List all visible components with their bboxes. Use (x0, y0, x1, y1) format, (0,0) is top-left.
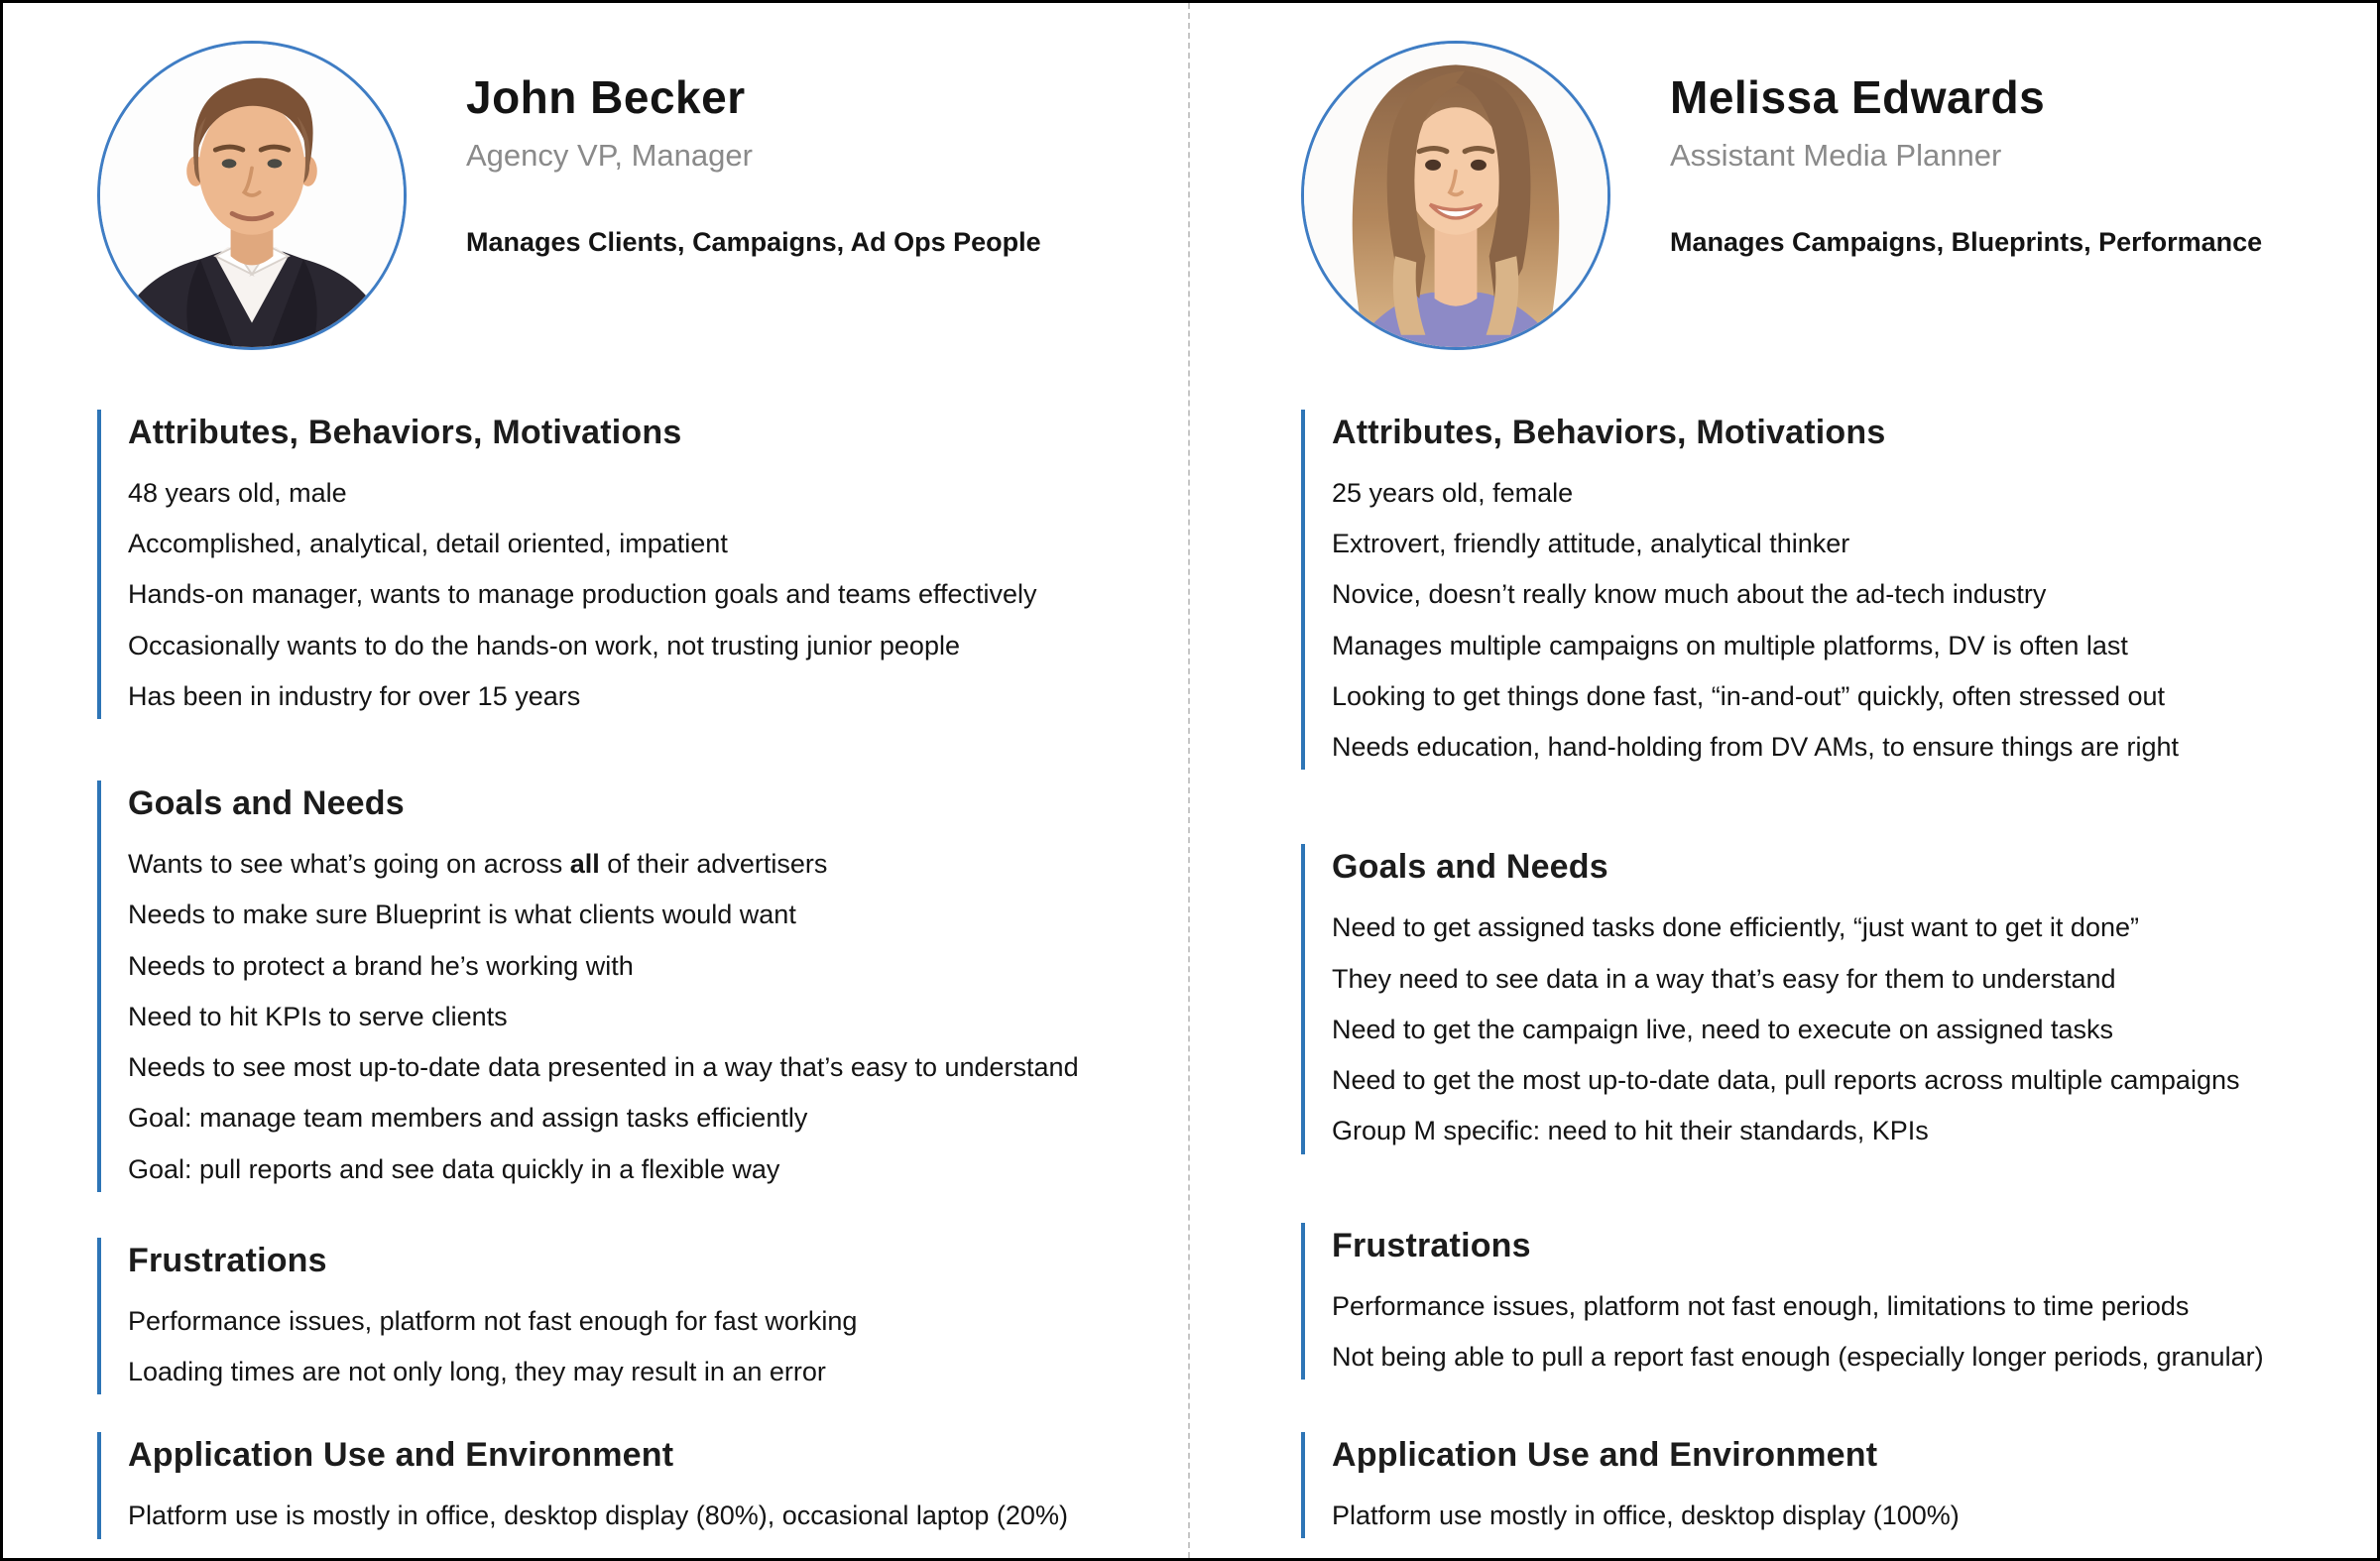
section-heading: Application Use and Environment (128, 1436, 674, 1475)
section-item: Needs to see most up-to-date data presented in a way that’s easy to understand (128, 1052, 1079, 1083)
section-item: Performance issues, platform not fast enough for fast working (128, 1305, 858, 1336)
section-heading: Goals and Needs (128, 784, 405, 823)
section-item: Hands-on manager, wants to manage production goals and teams effectively (128, 579, 1037, 610)
section-item: Not being able to pull a report fast enough (especially longer periods, granular) (1332, 1341, 2264, 1372)
section-item: Goal: pull reports and see data quickly in a flexible way (128, 1153, 780, 1184)
item-text-bold: all (569, 849, 600, 880)
section-item: Need to get the most up-to-date data, pull reports across multiple campaigns (1332, 1065, 2240, 1096)
persona-header (1301, 41, 2359, 350)
section-item: Needs to make sure Blueprint is what clients would want (128, 900, 796, 930)
section-item: Loading times are not only long, they may result in an error (128, 1357, 826, 1387)
section-item: Has been in industry for over 15 years (128, 680, 581, 711)
persona-name: Melissa Edwards (1670, 71, 2046, 123)
section-attributes-behaviors-motivations (1301, 410, 2359, 770)
section-item: Needs education, hand-holding from DV AMs, to ensure things are right (1332, 732, 2179, 763)
item-text: Wants to see what’s going on across (128, 849, 570, 880)
item-text: of their advertisers (599, 849, 828, 880)
section-application-use (1301, 1432, 2359, 1538)
section-goals-and-needs (1301, 844, 2359, 1153)
avatar (1301, 41, 1610, 350)
persona-header-text (1670, 41, 2262, 258)
section-heading: Attributes, Behaviors, Motivations (1332, 414, 1886, 451)
section-heading: Application Use and Environment (1332, 1436, 1878, 1475)
section-heading: Goals and Needs (1332, 848, 1608, 887)
avatar (97, 41, 407, 350)
persona-role: Assistant Media Planner (1670, 138, 2002, 173)
section-item: Goal: manage team members and assign tasks efficiently (128, 1103, 808, 1134)
persona-header-text (466, 41, 1041, 258)
section-item: 25 years old, female (1332, 478, 1574, 508)
persona-card-melissa (1190, 3, 2379, 1558)
section-item: Need to get assigned tasks done efficiently, “just want to get it done” (1332, 912, 2139, 943)
section-heading: Frustrations (1332, 1226, 1531, 1264)
section-item: Group M specific: need to hit their standards, KPIs (1332, 1116, 1929, 1146)
section-heading: Attributes, Behaviors, Motivations (128, 414, 682, 451)
section-item: Novice, doesn’t really know much about the ad-tech industry (1332, 579, 2047, 610)
section-heading: Frustrations (128, 1241, 327, 1279)
man-headshot-photo (100, 44, 404, 347)
section-item: Performance issues, platform not fast enough, limitations to time periods (1332, 1290, 2190, 1321)
section-item: They need to see data in a way that’s easy for them to understand (1332, 963, 2116, 994)
persona-role: Agency VP, Manager (466, 138, 753, 173)
section-item: Platform use is mostly in office, desktop display (80%), occasional laptop (20%) (128, 1501, 1068, 1531)
section-item: Needs to protect a brand he’s working with (128, 950, 634, 981)
section-item: 48 years old, male (128, 478, 347, 508)
section-item: Need to hit KPIs to serve clients (128, 1001, 508, 1031)
section-item: Manages multiple campaigns on multiple platforms, DV is often last (1332, 630, 2128, 660)
section-item: Accomplished, analytical, detail oriented, impatient (128, 529, 728, 559)
section-item: Need to get the campaign live, need to execute on assigned tasks (1332, 1014, 2114, 1044)
persona-manages: Manages Campaigns, Blueprints, Performance (1670, 227, 2263, 257)
persona-manages: Manages Clients, Campaigns, Ad Ops People (466, 227, 1041, 257)
woman-headshot-photo (1304, 44, 1607, 347)
persona-header (97, 41, 1158, 350)
persona-name: John Becker (466, 71, 746, 123)
persona-card-john (3, 3, 1188, 1558)
section-item: Occasionally wants to do the hands-on work, not trusting junior people (128, 630, 960, 660)
section-attributes-behaviors-motivations (97, 410, 1158, 719)
section-item (128, 849, 1158, 879)
section-frustrations (1301, 1223, 2359, 1380)
section-item: Platform use mostly in office, desktop display (100%) (1332, 1501, 1960, 1531)
section-goals-and-needs (97, 780, 1158, 1192)
section-application-use (97, 1432, 1158, 1538)
section-item: Extrovert, friendly attitude, analytical thinker (1332, 529, 1850, 559)
section-frustrations (97, 1238, 1158, 1394)
section-item: Looking to get things done fast, “in-and-out” quickly, often stressed out (1332, 680, 2165, 711)
